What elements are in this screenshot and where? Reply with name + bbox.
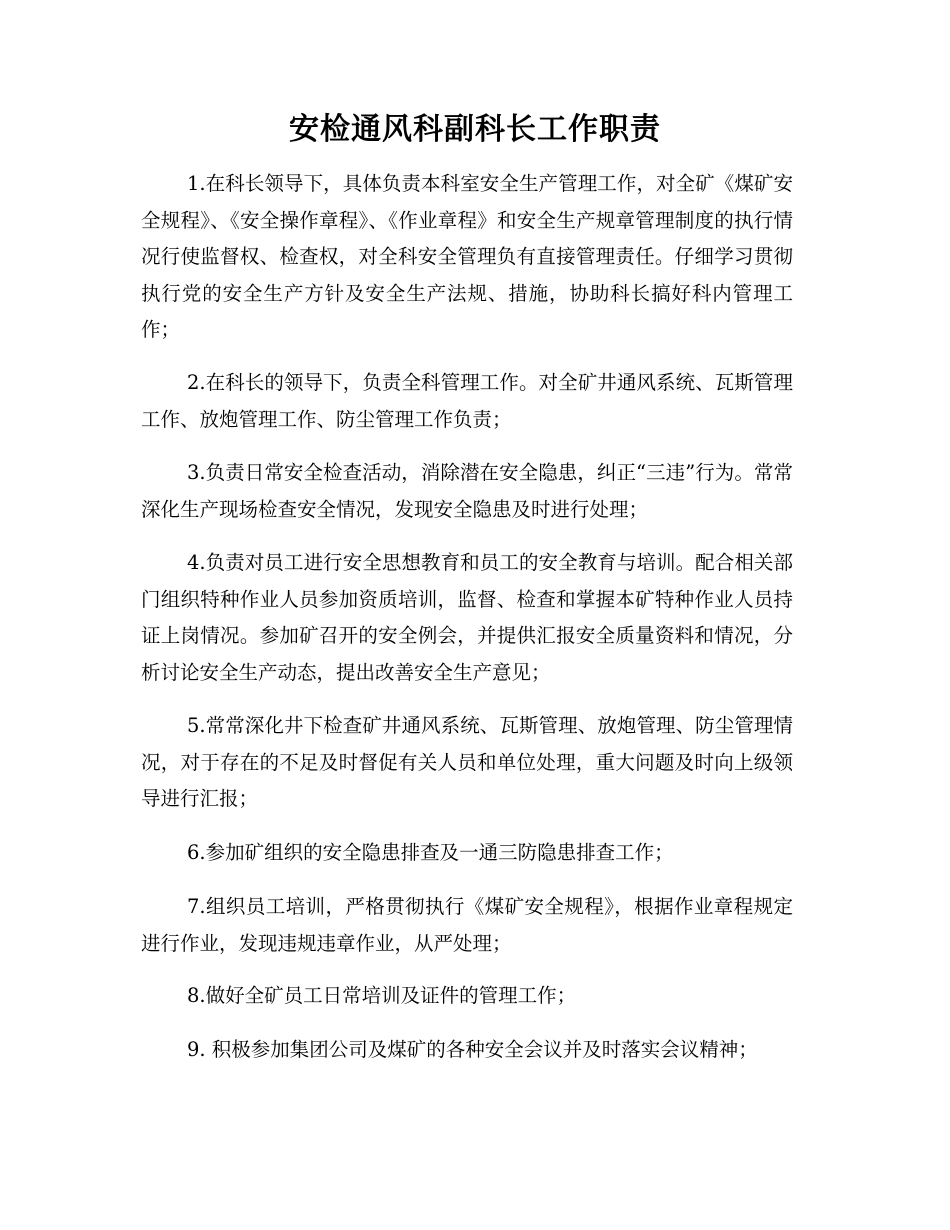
paragraph-9: 9. 积极参加集团公司及煤矿的各种安全会议并及时落实会议精神； — [187, 1038, 758, 1061]
paragraph-8: 8.做好全矿员工日常培训及证件的管理工作； — [187, 984, 577, 1007]
document-title: 安检通风科副科长工作职责 — [289, 112, 661, 147]
paragraph-5: 5.常常深化井下检查矿井通风系统、瓦斯管理、放炮管理、防尘管理情况，对于存在的不足及时督促有关人员和单位处理，重大问题及时向上级领导进行汇报； — [141, 714, 793, 810]
paragraph-3: 3.负责日常安全检查活动，消除潜在安全隐患，纠正“三违”行为。常常深化生产现场检查安全情况，发现安全隐患及时进行处理； — [141, 461, 793, 521]
paragraph-1: 1.在科长领导下，具体负责本科室安全生产管理工作，对全矿《煤矿安全规程》、《安全操作章程》、《作业章程》和安全生产规章管理制度的执行情况行使监督权、检查权，对全科安全管理负有直接管理责任。仔细学习贯彻执行党的安全生产方针及安全生产法规、措施，协助科长搞好科内管理工作； — [141, 172, 793, 341]
paragraph-6: 6.参加矿组织的安全隐患排查及一通三防隐患排查工作； — [187, 841, 674, 864]
paragraph-4: 4.负责对员工进行安全思想教育和员工的安全教育与培训。配合相关部门组织特种作业人员参加资质培训，监督、检查和掌握本矿特种作业人员持证上岗情况。参加矿召开的安全例会，并提供汇报安全质量资料和情况，分析讨论安全生产动态，提出改善安全生产意见； — [141, 551, 793, 684]
paragraph-7: 7.组织员工培训，严格贯彻执行《煤矿安全规程》，根据作业章程规定进行作业，发现违规违章作业，从严处理； — [141, 895, 793, 955]
paragraph-2: 2.在科长的领导下，负责全科管理工作。对全矿井通风系统、瓦斯管理工作、放炮管理工作、防尘管理工作负责； — [141, 371, 793, 431]
